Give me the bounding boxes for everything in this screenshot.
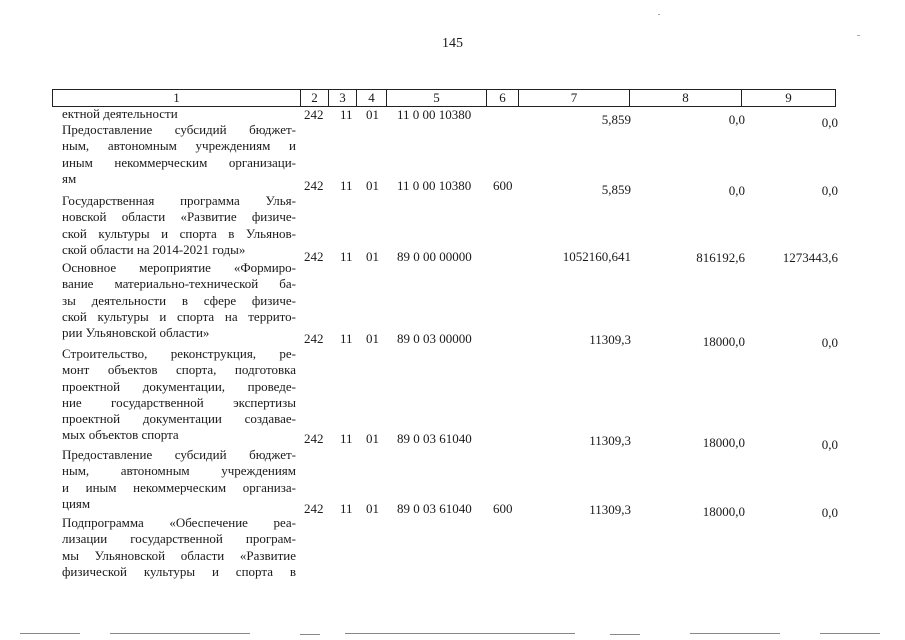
cell-subsection: 01 — [366, 107, 379, 122]
text-line: проектной документации, проведе- — [62, 378, 296, 394]
cell-subsection: 01 — [366, 249, 379, 264]
text-line: Предоставление субсидий бюджет- — [62, 122, 296, 137]
cell-amount-col7: 5,859 — [601, 112, 631, 127]
cell-section: 11 — [340, 501, 353, 516]
text-line: ным, автономным учреждениям и — [62, 138, 296, 154]
cell-admin-code: 242 — [304, 431, 324, 446]
text-line: мых объектов спорта — [62, 427, 179, 443]
table-row-text-0 — [62, 106, 296, 122]
cell-amount-col7: 11309,3 — [589, 433, 631, 448]
cell-admin-code: 242 — [304, 249, 324, 264]
cell-target-item: 89 0 03 61040 — [397, 431, 472, 446]
cell-target-item: 89 0 03 61040 — [397, 501, 472, 516]
text-line: зы деятельности в сфере физиче- — [62, 292, 296, 308]
cell-section: 11 — [340, 249, 353, 264]
cell-amount-col7: 11309,3 — [589, 502, 631, 517]
text-line: монт объектов спорта, подготовка — [62, 362, 296, 378]
table-row-text-5 — [62, 447, 296, 512]
text-line: Государственная программа Улья- — [62, 193, 296, 208]
text-line: иным некоммерческим организаци- — [62, 154, 296, 170]
text-line: вание материально-технической ба- — [62, 276, 296, 292]
text-line: ской области на 2014-2021 годы» — [62, 241, 246, 257]
cell-amount-col8: 0,0 — [728, 112, 745, 127]
text-line: ям — [62, 170, 77, 186]
text-line: и иным некоммерческим организа- — [62, 479, 296, 495]
table-row-text-6 — [62, 515, 296, 580]
cell-section: 11 — [340, 431, 353, 446]
cell-admin-code: 242 — [304, 501, 324, 516]
cell-amount-col8: 816192,6 — [696, 250, 745, 265]
cell-target-item: 89 0 00 00000 — [397, 249, 472, 264]
text-line: лизации государственной програм- — [62, 531, 296, 547]
table-row-text-3 — [62, 260, 296, 341]
cell-amount-col9: 1273443,6 — [782, 250, 838, 265]
header-col-7: 7 — [519, 90, 630, 106]
cell-expense-type: 600 — [493, 178, 513, 193]
cell-target-item: 11 0 00 10380 — [397, 178, 472, 193]
text-line: циям — [62, 495, 91, 511]
cell-amount-col8: 0,0 — [728, 183, 745, 198]
cell-amount-col9: 0,0 — [821, 183, 838, 198]
header-col-3: 3 — [329, 90, 357, 106]
table-row-text-2 — [62, 193, 296, 258]
table-row-text-1 — [62, 122, 296, 187]
header-col-9: 9 — [785, 90, 792, 105]
cell-amount-col9: 0,0 — [821, 335, 838, 350]
page-number: 145 — [442, 36, 463, 51]
table-row-text-4 — [62, 346, 296, 444]
cell-section: 11 — [340, 107, 353, 122]
text-line: физической культуры и спорта в — [62, 563, 296, 579]
cell-amount-col8: 18000,0 — [702, 334, 745, 349]
cell-admin-code: 242 — [304, 178, 324, 193]
cell-section: 11 — [340, 178, 353, 193]
cell-amount-col7: 11309,3 — [589, 332, 631, 347]
text-line: Основное мероприятие «Формиро- — [62, 260, 296, 275]
header-col-4: 4 — [357, 90, 387, 106]
cell-subsection: 01 — [366, 501, 379, 516]
cell-amount-col8: 18000,0 — [702, 504, 745, 519]
cell-amount-col9: 0,0 — [821, 437, 838, 452]
table-header-row — [52, 89, 836, 107]
cell-subsection: 01 — [366, 178, 379, 193]
header-col-6: 6 — [487, 90, 519, 106]
header-col-1: 1 — [53, 90, 301, 106]
cell-amount-col7: 1052160,641 — [562, 249, 631, 264]
cell-admin-code: 242 — [304, 107, 324, 122]
cell-section: 11 — [340, 331, 353, 346]
text-line: ской культуры и спорта на террито- — [62, 308, 296, 324]
text-line: ным, автономным учреждениям — [62, 463, 296, 479]
cell-admin-code: 242 — [304, 331, 324, 346]
text-line: проектной документации создавае- — [62, 411, 296, 427]
cell-target-item: 89 0 03 00000 — [397, 331, 472, 346]
cell-target-item: 11 0 00 10380 — [397, 107, 472, 122]
cell-amount-col9: 0,0 — [821, 115, 838, 130]
text-line: Подпрограмма «Обеспечение реа- — [62, 515, 296, 530]
header-col-5: 5 — [387, 90, 487, 106]
cell-subsection: 01 — [366, 331, 379, 346]
header-col-2: 2 — [301, 90, 329, 106]
text-line: Предоставление субсидий бюджет- — [62, 447, 296, 462]
cell-amount-col8: 18000,0 — [702, 435, 745, 450]
cell-expense-type: 600 — [493, 501, 513, 516]
cell-amount-col9: 0,0 — [821, 505, 838, 520]
cell-amount-col7: 5,859 — [601, 182, 631, 197]
text-line: ской культуры и спорта в Ульянов- — [62, 225, 296, 241]
text-line: мы Ульяновской области «Развитие — [62, 547, 296, 563]
text-line: Строительство, реконструкция, ре- — [62, 346, 296, 361]
text-line: рии Ульяновской области» — [62, 325, 210, 341]
header-col-8: 8 — [630, 90, 742, 106]
text-line: новской области «Развитие физиче- — [62, 209, 296, 225]
text-line: ние государственной экспертизы — [62, 394, 296, 410]
cell-subsection: 01 — [366, 431, 379, 446]
text-line: ектной деятельности — [62, 106, 178, 121]
